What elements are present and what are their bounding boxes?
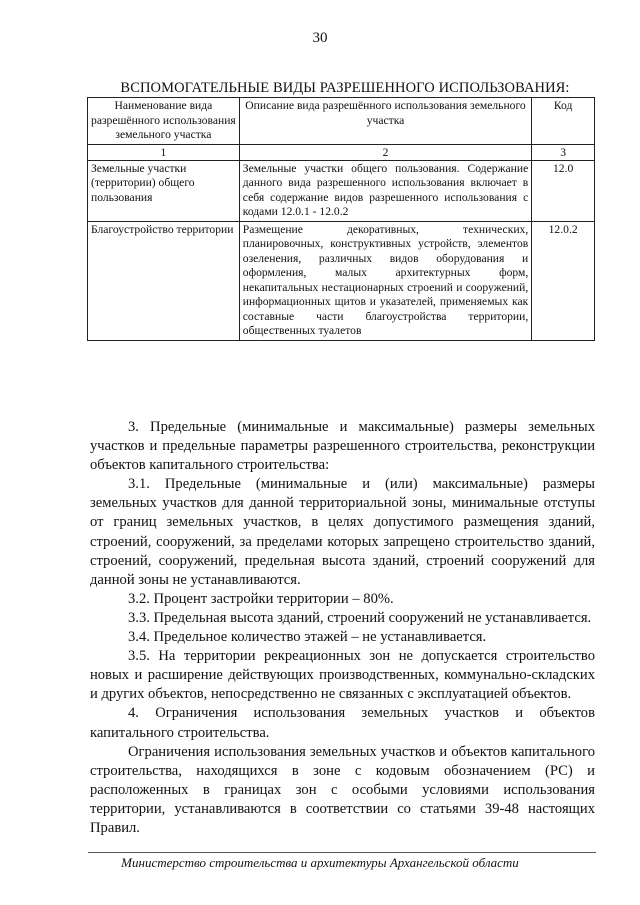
paragraph: 3.3. Предельная высота зданий, строений сооружений не устанавливается.: [128, 609, 592, 626]
table-row: [88, 221, 595, 340]
section-title: ВСПОМОГАТЕЛЬНЫЕ ВИДЫ РАЗРЕШЕННОГО ИСПОЛЬЗОВАНИЯ:: [120, 80, 570, 96]
paragraph: 3.1. Предельные (минимальные и (или) максимальные) размеры земельных участков для данной территориальной зоны, минимальные отступы от границ земельных участков, в целях допустимого размещения зданий, строений, сооружений, за пределами которых запрещено строительство зданий, строений, сооружений, предельная высота зданий, строений сооружений для данной зоны не устанавливаются.: [90, 476, 595, 588]
column-number: 1: [88, 144, 240, 160]
use-description: Размещение декоративных, технических, планировочных, конструктивных устройств, элементов озеленения, различных видов оборудования и оформления, малых архитектурных форм, некапитальных нестационарных строений и сооружений, информационных щитов и указателей, применяемых как составные части благоустройства территории, общественных туалетов: [239, 221, 531, 340]
body-text: [90, 418, 595, 838]
column-number-row: [88, 144, 595, 160]
use-name: Благоустройство территории: [88, 221, 240, 340]
permitted-uses-table: [87, 97, 595, 341]
paragraph: 4. Ограничения использования земельных участков и объектов капитального строительства.: [90, 705, 595, 741]
column-number: 3: [532, 144, 595, 160]
use-code: 12.0.2: [532, 221, 595, 340]
column-number: 2: [239, 144, 531, 160]
paragraph: 3.2. Процент застройки территории – 80%.: [128, 590, 394, 607]
table-header-row: [88, 98, 595, 145]
page-number: 30: [312, 30, 328, 46]
footer-divider: [88, 852, 596, 853]
paragraph: 3.4. Предельное количество этажей – не устанавливается.: [128, 629, 487, 646]
use-name: Земельные участки (территории) общего пользования: [88, 160, 240, 221]
header-description: Описание вида разрешённого использования земельного участка: [239, 98, 531, 145]
header-name: Наименование вида разрешённого использования земельного участка: [88, 98, 240, 145]
use-description: Земельные участки общего пользования. Содержание данного вида разрешенного использования включает в себя содержание видов разрешенного использования с кодами 12.0.1 - 12.0.2: [239, 160, 531, 221]
table-row: [88, 160, 595, 221]
paragraph: Ограничения использования земельных участков и объектов капитального строительства, находящихся в зоне с кодовым обозначением (РС) и расположенных в границах зон с особыми условиями использования территории, устанавливаются в соответствии со статьями 39-48 настоящих Правил.: [90, 743, 595, 836]
header-code: Код: [532, 98, 595, 145]
footer: Министерство строительства и архитектуры Архангельской области: [121, 855, 519, 870]
paragraph: 3. Предельные (минимальные и максимальные) размеры земельных участков и предельные параметры разрешенного строительства, реконструкции объектов капитального строительства:: [90, 419, 595, 474]
use-code: 12.0: [532, 160, 595, 221]
paragraph: 3.5. На территории рекреационных зон не допускается строительство новых и расширение действующих производственных, коммунально-складских и других объектов, непосредственно не связанных с эксплуатацией объектов.: [90, 648, 595, 703]
